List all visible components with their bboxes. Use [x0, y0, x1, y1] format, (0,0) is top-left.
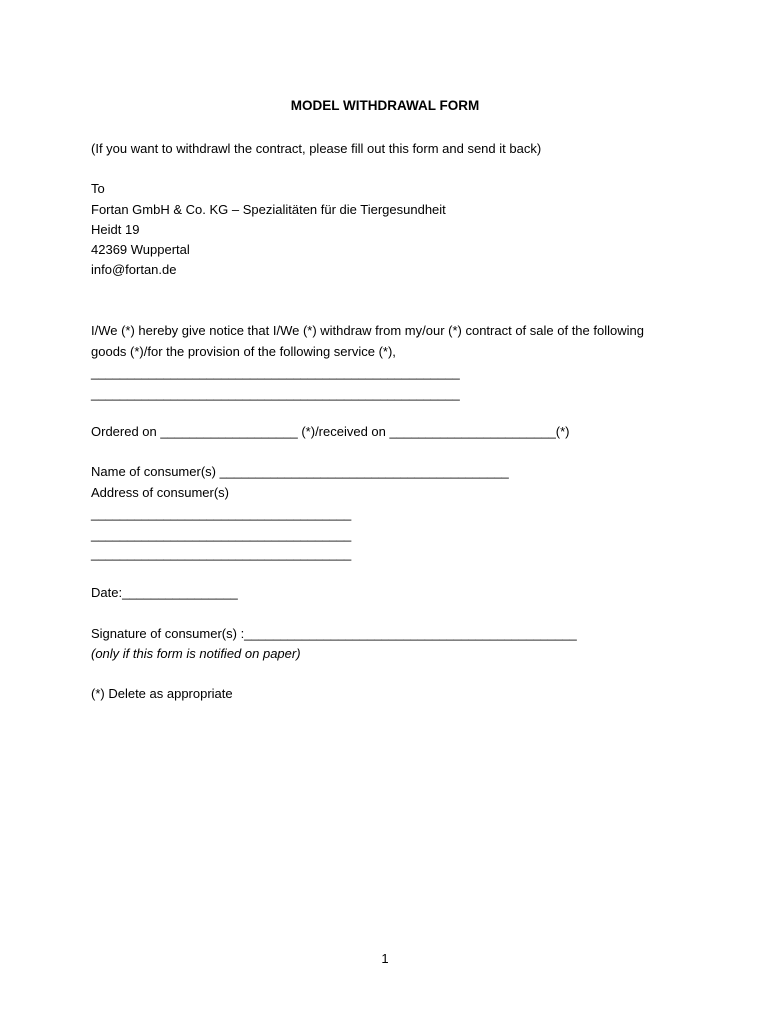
recipient-to: To [91, 181, 105, 196]
date-line: Date:________________ [91, 585, 238, 600]
recipient-street: Heidt 19 [91, 222, 140, 237]
footnote: (*) Delete as appropriate [91, 686, 233, 701]
instruction-text: (If you want to withdrawl the contract, please fill out this form and send it back) [91, 141, 542, 156]
goods-blank-2: ___________________________________________________ [91, 386, 460, 401]
recipient-email: info@fortan.de [91, 262, 177, 277]
consumer-name-line: Name of consumer(s) ________________________________________ [91, 464, 509, 479]
ordered-received-line: Ordered on ___________________ (*)/received on _______________________(*) [91, 424, 570, 439]
consumer-address-label: Address of consumer(s) [91, 485, 229, 500]
notice-line-2: goods (*)/for the provision of the following service (*), [91, 344, 396, 359]
goods-blank-1: ___________________________________________________ [91, 365, 460, 380]
address-blank-1: ____________________________________ [91, 506, 352, 521]
signature-note: (only if this form is notified on paper) [91, 646, 301, 661]
notice-line-1: I/We (*) hereby give notice that I/We (*) withdraw from my/our (*) contract of sale of the following [91, 323, 644, 338]
page-number: 1 [381, 951, 389, 966]
recipient-city: 42369 Wuppertal [91, 242, 190, 257]
address-blank-2: ____________________________________ [91, 527, 352, 542]
signature-line: Signature of consumer(s) :______________________________________________ [91, 626, 577, 641]
recipient-company: Fortan GmbH & Co. KG – Spezialitäten für die Tiergesundheit [91, 202, 446, 217]
address-blank-3: ____________________________________ [91, 546, 352, 561]
form-title: MODEL WITHDRAWAL FORM [290, 98, 480, 113]
